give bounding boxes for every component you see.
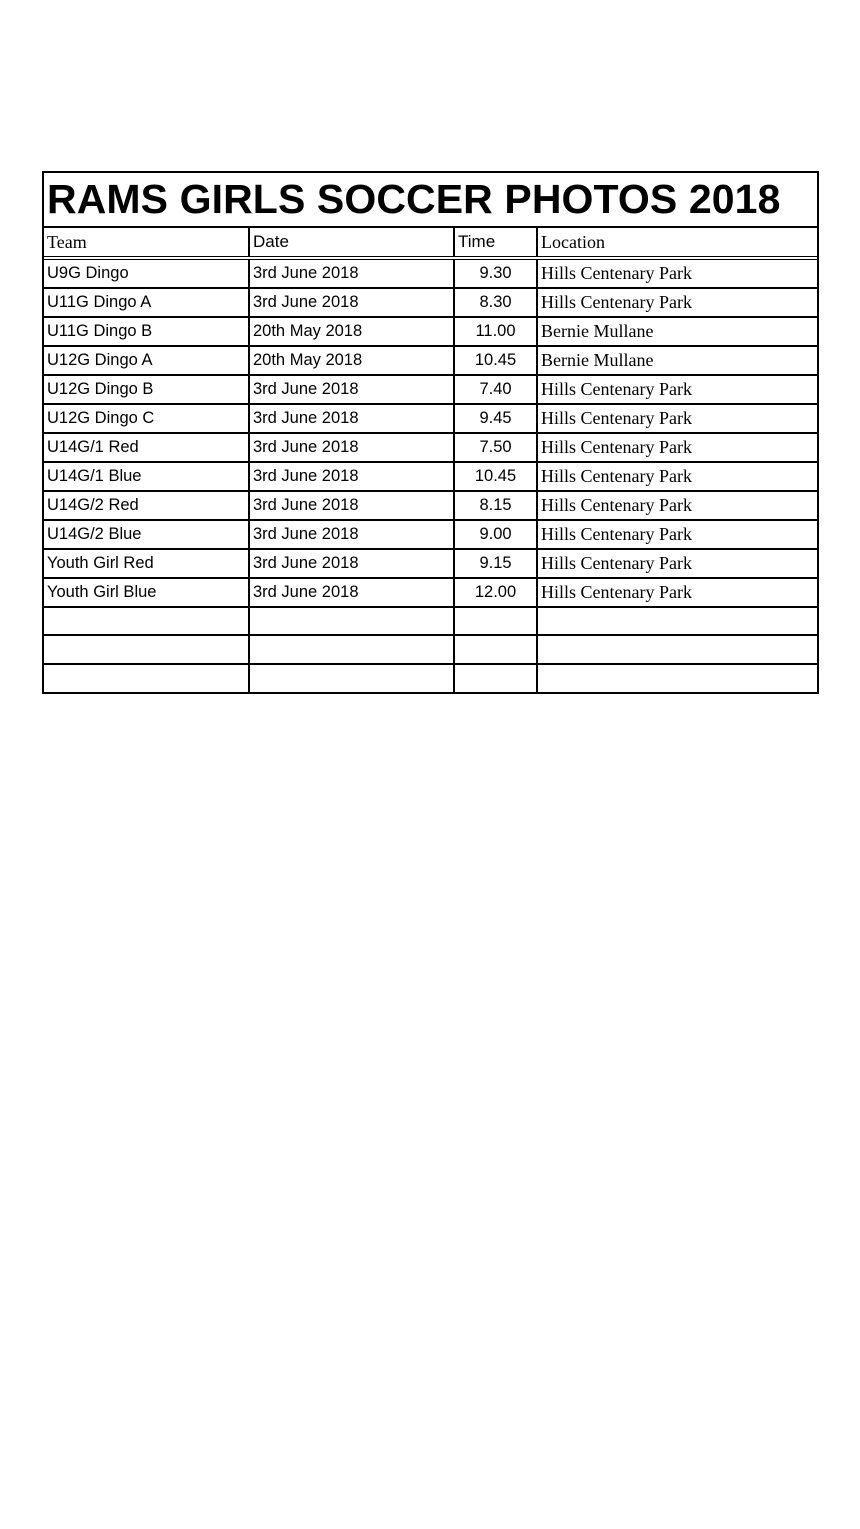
location-cell: Hills Centenary Park: [537, 462, 817, 491]
empty-location-cell: [537, 607, 817, 635]
empty-location-cell: [537, 635, 817, 663]
table-row: [44, 258, 817, 288]
time-cell: 7.50: [454, 433, 537, 462]
date-cell: 3rd June 2018: [249, 288, 454, 317]
team-cell: U14G/1 Blue: [44, 462, 249, 491]
team-cell: U14G/2 Blue: [44, 520, 249, 549]
date-cell: 3rd June 2018: [249, 375, 454, 404]
date-cell: 3rd June 2018: [249, 491, 454, 520]
table-row: [44, 375, 817, 404]
team-cell: Youth Girl Red: [44, 549, 249, 578]
empty-time-cell: [454, 664, 537, 692]
team-cell: U12G Dingo C: [44, 404, 249, 433]
location-cell: Hills Centenary Park: [537, 491, 817, 520]
table-row: [44, 404, 817, 433]
table-row: [44, 433, 817, 462]
team-cell: U14G/1 Red: [44, 433, 249, 462]
table-row: [44, 346, 817, 375]
empty-team-cell: [44, 664, 249, 692]
empty-time-cell: [454, 635, 537, 663]
empty-date-cell: [249, 635, 454, 663]
time-cell: 8.15: [454, 491, 537, 520]
column-header-date: Date: [249, 228, 454, 258]
empty-team-cell: [44, 607, 249, 635]
date-cell: 3rd June 2018: [249, 549, 454, 578]
time-cell: 12.00: [454, 578, 537, 607]
schedule-sheet: [42, 171, 819, 694]
date-cell: 20th May 2018: [249, 317, 454, 346]
location-cell: Hills Centenary Park: [537, 288, 817, 317]
location-cell: Hills Centenary Park: [537, 258, 817, 288]
header-row: [44, 228, 817, 258]
team-cell: U12G Dingo A: [44, 346, 249, 375]
location-cell: Hills Centenary Park: [537, 404, 817, 433]
time-cell: 9.45: [454, 404, 537, 433]
empty-location-cell: [537, 664, 817, 692]
empty-date-cell: [249, 607, 454, 635]
table-row: [44, 317, 817, 346]
empty-date-cell: [249, 664, 454, 692]
location-cell: Hills Centenary Park: [537, 433, 817, 462]
date-cell: 3rd June 2018: [249, 462, 454, 491]
empty-time-cell: [454, 607, 537, 635]
time-cell: 9.00: [454, 520, 537, 549]
time-cell: 8.30: [454, 288, 537, 317]
time-cell: 9.30: [454, 258, 537, 288]
table-row: [44, 462, 817, 491]
date-cell: 20th May 2018: [249, 346, 454, 375]
schedule-table: [44, 228, 817, 692]
column-header-location: Location: [537, 228, 817, 258]
date-cell: 3rd June 2018: [249, 404, 454, 433]
time-cell: 7.40: [454, 375, 537, 404]
time-cell: 11.00: [454, 317, 537, 346]
location-cell: Hills Centenary Park: [537, 549, 817, 578]
sheet-title: RAMS GIRLS SOCCER PHOTOS 2018: [44, 173, 817, 228]
date-cell: 3rd June 2018: [249, 578, 454, 607]
table-row: [44, 578, 817, 607]
team-cell: U9G Dingo: [47, 264, 129, 282]
column-header-team: Team: [44, 228, 249, 258]
time-cell: 10.45: [454, 462, 537, 491]
location-cell: Hills Centenary Park: [537, 520, 817, 549]
team-cell: U11G Dingo B: [44, 317, 249, 346]
table-row: [44, 549, 817, 578]
time-cell: 10.45: [454, 346, 537, 375]
empty-row: [44, 635, 817, 663]
column-header-time: Time: [454, 228, 537, 258]
team-cell: U14G/2 Red: [44, 491, 249, 520]
empty-team-cell: [44, 635, 249, 663]
location-cell: Hills Centenary Park: [537, 375, 817, 404]
date-cell: 3rd June 2018: [249, 258, 454, 288]
location-cell: Hills Centenary Park: [537, 578, 817, 607]
date-cell: 3rd June 2018: [249, 433, 454, 462]
date-cell: 3rd June 2018: [249, 520, 454, 549]
time-cell: 9.15: [454, 549, 537, 578]
location-cell: Bernie Mullane: [537, 346, 817, 375]
team-cell: Youth Girl Blue: [44, 578, 249, 607]
table-row: [44, 491, 817, 520]
table-row: [44, 520, 817, 549]
schedule-body: [44, 258, 817, 692]
empty-row: [44, 607, 817, 635]
team-cell: U11G Dingo A: [44, 288, 249, 317]
location-cell: Bernie Mullane: [537, 317, 817, 346]
team-cell: U12G Dingo B: [44, 375, 249, 404]
empty-row: [44, 664, 817, 692]
table-row: [44, 288, 817, 317]
